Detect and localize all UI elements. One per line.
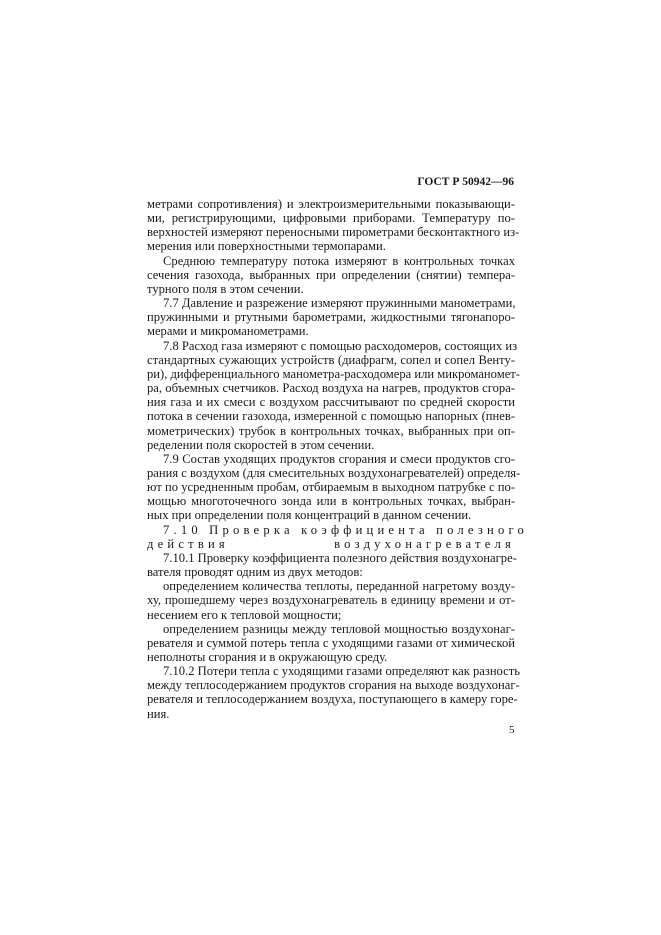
text-line: 7.8 Расход газа измеряют с помощью расходомеров, состоящих из [163, 338, 518, 353]
text-line: ревателя и суммой потерь тепла с уходящими газами от химической [147, 635, 515, 650]
text-line: 7.10 Проверка коэффициента полезного [163, 522, 529, 537]
text-line: мометрических) трубок в контрольных точках, выбранных при оп- [147, 423, 515, 438]
text-line: ределении поля скоростей в этом сечении. [147, 437, 375, 452]
text-line: сечения газохода, выбранных при определении (снятии) темпера- [147, 267, 515, 282]
page-number: 5 [509, 724, 515, 736]
text-line: ния. [147, 706, 170, 721]
text-line: мощью многоточечного зонда или в контрольных точках, выбран- [147, 494, 515, 509]
paragraph [147, 254, 515, 296]
text-line: потока в сечении газохода, измеренной с помощью напорных (пнев- [147, 409, 515, 424]
text-line: ния газа и их смеси с воздухом рассчитывают по средней скорости [147, 395, 515, 410]
paragraph [147, 622, 515, 664]
text-line: 7.10.2 Потери тепла с уходящими газами определяют как разность [163, 664, 521, 679]
paragraph [147, 338, 520, 452]
paragraph [147, 579, 515, 621]
document-header: ГОСТ Р 50942—96 [417, 176, 514, 188]
text-line: ми, регистрирующими, цифровыми приборами. Температуру по- [147, 211, 515, 226]
paragraph [147, 551, 515, 579]
text-line: несением его к тепловой мощности; [147, 607, 342, 622]
document-body [147, 197, 529, 721]
text-line: Среднюю температуру потока измеряют в контрольных точках [163, 253, 515, 268]
text-line: определением количества теплоты, переданной нагретому возду- [163, 579, 515, 594]
text-line: мерения или поверхностными термопарами. [147, 239, 386, 254]
text-line: метрами сопротивления) и электроизмерительными показывающи- [147, 197, 515, 211]
section-heading [147, 522, 529, 551]
text-line: ху, прошедшему через воздухонагреватель в единицу времени и от- [147, 593, 515, 608]
text-line: неполноты сгорания и в окружающую среду. [147, 650, 388, 664]
text-line: турного поля в этом сечении. [147, 281, 304, 296]
text-line: вателя проводят одним из двух методов: [147, 565, 363, 580]
text-line: пружинными и ртутными барометрами, жидкостными тягонапоро- [147, 310, 515, 325]
text-line: ных при определении поля концентраций в данном сечении. [147, 508, 472, 523]
paragraph [147, 664, 521, 721]
text-line: ют по усредненным пробам, отбираемым в выходном патрубке с по- [147, 480, 515, 495]
text-line: мерами и микроманометрами. [147, 324, 309, 339]
text-line: ревателя и теплосодержанием воздуха, поступающего в камеру горе- [147, 692, 518, 707]
text-line: рания с воздухом (для смесительных воздухонагревателей) определя- [147, 465, 521, 480]
text-line: 7.9 Состав уходящих продуктов сгорания и смеси продуктов сго- [163, 451, 515, 466]
text-line: ри), дифференциального манометра-расходомера или микроманомет- [147, 366, 520, 381]
paragraph [147, 296, 515, 338]
text-line: определением разницы между тепловой мощностью воздухонаг- [163, 621, 515, 636]
text-line: между теплосодержанием продуктов сгорания на выходе воздухонаг- [147, 678, 520, 693]
paragraph [147, 197, 520, 254]
text-line: ра, объемных счетчиков. Расход воздуха на нагрев, продуктов сгора- [147, 381, 515, 396]
paragraph [147, 451, 521, 523]
text-line: 7.7 Давление и разрежение измеряют пружинными манометрами, [163, 296, 516, 311]
text-line: действия воздухонагревателя [147, 536, 515, 551]
text-line: верхностей измеряют переносными пирометрами бесконтактного из- [147, 225, 520, 240]
text-line: 7.10.1 Проверку коэффициента полезного действия воздухонагре- [163, 550, 517, 565]
text-line: стандартных сужающих устройств (диафрагм, сопел и сопел Венту- [147, 352, 515, 367]
